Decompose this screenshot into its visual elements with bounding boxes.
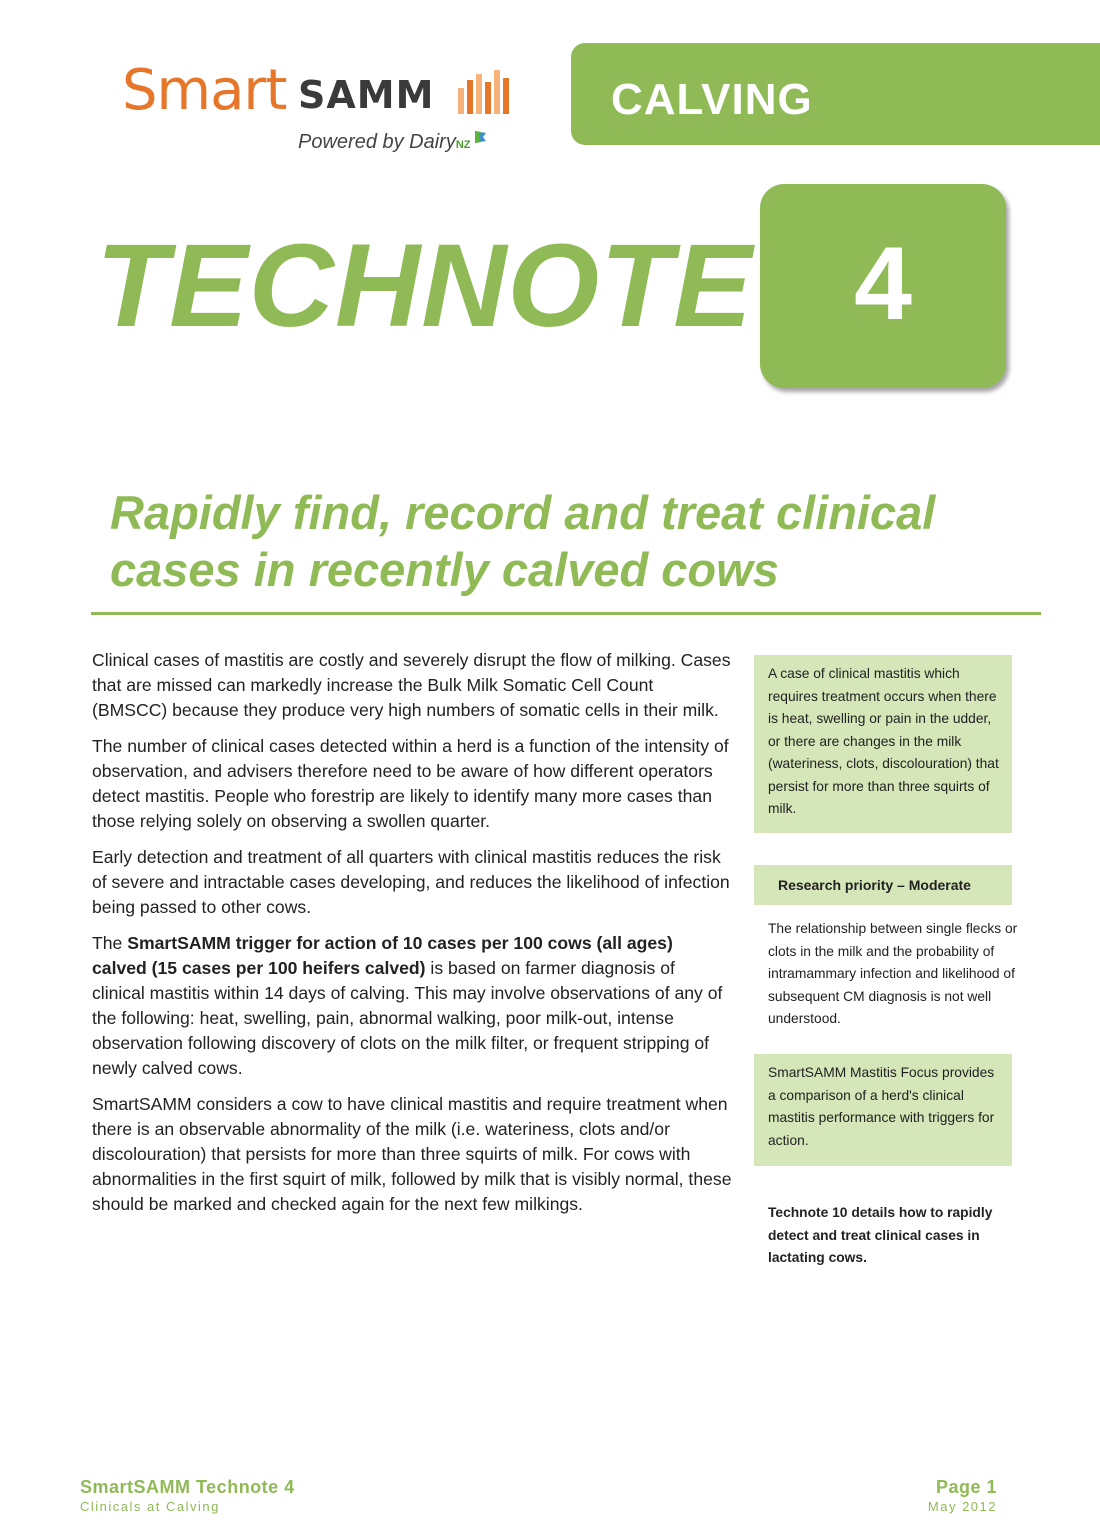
research-priority-text: The relationship between single flecks or clots in the milk and the probability of intramammary infection and likelihood of subsequent CM diagnosis is not well understood. [768,921,1018,1026]
dairynz-flag-icon [473,130,487,144]
page-title: TECHNOTE [96,220,753,352]
body-paragraph-5: SmartSAMM considers a cow to have clinical mastitis and require treatment when there is an observable abnormality of the milk (i.e. wateriness, clots and/or discolouration) that persists for more than three squirts of milk. For cows with abnormalities in the first squirt of milk, followed by milk that is visibly normal, these should be marked and checked again for the next few milkings. [92,1094,732,1214]
body-paragraph-2: The number of clinical cases detected within a herd is a function of the intensity of observation, and advisers therefore need to be aware of how different operators detect mastitis. People who forestrip are likely to identify many more cases than those relying solely on observing a swollen quarter. [92,736,729,831]
footer-doc-subtitle: Clinicals at Calving [80,1499,220,1514]
section-tab [571,43,1100,145]
page-subtitle: Rapidly find, record and treat clinical cases in recently calved cows [110,486,936,596]
logo-smart-text: Smart [122,58,287,123]
logo-powered-by [298,130,487,157]
body-paragraph-3: Early detection and treatment of all quarters with clinical mastitis reduces the risk of severe and intractable cases developing, and reduces the likelihood of infection being passed to other cows. [92,847,730,917]
p4-bold: SmartSAMM trigger for action of 10 cases per 100 cows (all ages) calved (15 cases per 100 heifers calved) [92,933,673,978]
divider [91,612,1041,615]
technote-number: 4 [854,226,912,342]
p4-lead: The [92,933,128,953]
logo-samm-text: SAMM [298,73,435,117]
technote-number-box [760,184,1006,388]
sidebar-mastitis-focus-box: SmartSAMM Mastitis Focus provides a comparison of a herd's clinical mastitis performance with triggers for action. [754,1054,1012,1166]
logo-bars-icon [458,70,514,114]
sidebar-technote-note: Technote 10 details how to rapidly detect and treat clinical cases in lactating cows. [768,1205,993,1265]
logo-nz-text: NZ [455,139,471,151]
smartsamm-logo [122,58,522,168]
logo-powered-text: Powered by Dairy [298,131,456,153]
research-priority-heading: Research priority – Moderate [754,865,1012,905]
body-paragraph-4 [92,931,732,1081]
main-body [92,648,732,1228]
p4-rest: is based on farmer diagnosis of clinical mastitis within 14 days of calving. This may involve observations of any of the following: heat, swelling, pain, abnormal walking, poor milk-out, intense observation following discovery of clots on the milk filter, or frequent stripping of newly calved cows. [92,958,723,1078]
sidebar-definition-box: A case of clinical mastitis which requires treatment occurs when there is heat, swelling or pain in the udder, or there are changes in the milk (wateriness, clots, discolouration) that persist for more than three squirts of milk. [754,655,1012,833]
footer-date: May 2012 [927,1499,997,1514]
footer-page-number: Page 1 [935,1477,997,1497]
section-tab-label: CALVING [611,75,813,124]
footer-right [928,1476,997,1516]
body-paragraph-1: Clinical cases of mastitis are costly and severely disrupt the flow of milking. Cases that are missed can markedly increase the Bulk Milk Somatic Cell Count (BMSCC) because they produce very high numbers of somatic cells in their milk. [92,650,731,720]
footer-doc-title: SmartSAMM Technote 4 [80,1477,295,1497]
footer-left [80,1476,295,1516]
